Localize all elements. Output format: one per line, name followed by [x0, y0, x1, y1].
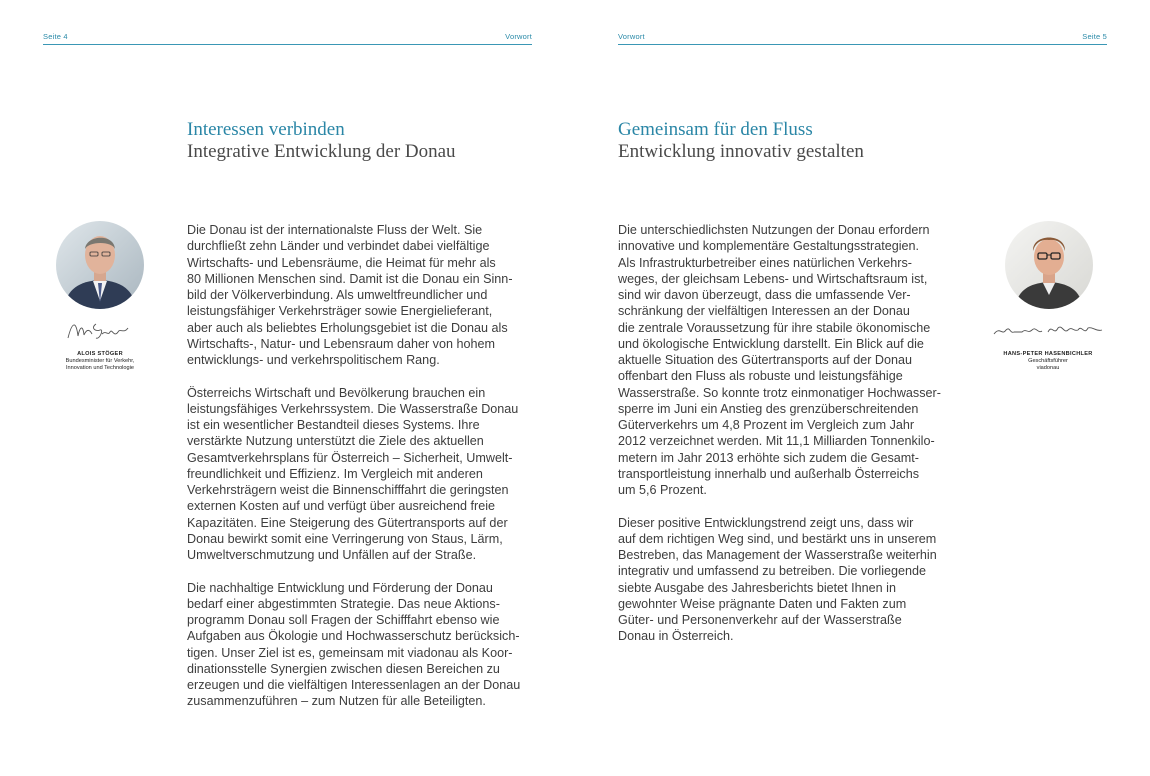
signatory-role-left-2: Innovation und Technologie	[65, 365, 134, 372]
signatory-name-right: HANS-PETER HASENBICHLER	[1003, 351, 1093, 357]
paragraph: Die Donau ist der internationalste Fluss der Welt. Sie durchfließt zehn Länder und verbindet dabei vielfältige Wirtschafts- und Lebensräume, die Heimat für mehr als 80 Millionen Menschen sind. Damit ist die Donau ein Sinn- bild der Völkerverbindung. Als umweltfreundlicher und leistungsfähiger Verkehrsträger sowie Energielieferant, aber auch als beliebtes Erholungsgebiet ist die Donau als Wirtschafts-, Natur- und Lebensraum daher von hohem entwicklungs- und verkehrspolitischem Rang.	[187, 223, 513, 367]
signatory-caption-left	[50, 351, 150, 373]
subheading-right: Entwicklung innovativ gestalten	[618, 141, 864, 162]
heading-right: Gemeinsam für den Fluss	[618, 119, 813, 140]
heading-left: Interessen verbinden	[187, 119, 345, 140]
header-rule-left	[43, 44, 532, 45]
signatory-role-right-1: Geschäftsführer	[1028, 358, 1068, 365]
page-number-left: Seite 4	[43, 32, 68, 41]
section-label-right: Vorwort	[618, 32, 645, 41]
signature-hasenbichler	[992, 320, 1104, 345]
subheading-left: Integrative Entwicklung der Donau	[187, 141, 456, 162]
paragraph: Dieser positive Entwicklungstrend zeigt uns, dass wir auf dem richtigen Weg sind, und bestärkt uns in unserem Bestreben, das Management der Wasserstraße weiterhin integrativ und umfassend zu betreiben. Die vorliegende siebte Ausgabe des Jahresberichts bietet Ihnen in gewohnter Weise prägnante Daten und Fakten zum Güter- und Personenverkehr auf der Wasserstraße Donau in Österreich.	[618, 515, 937, 644]
body-text-right	[618, 222, 968, 661]
signatory-name-left: ALOIS STÖGER	[77, 351, 123, 357]
paragraph: Die nachhaltige Entwicklung und Förderung der Donau bedarf einer abgestimmten Strategie. Das neue Aktions- programm Donau soll Fragen der Schifffahrt ebenso wie Aufgaben aus Ökologie und Hochwasserschutz berücksich- tigen. Unser Ziel ist es, gemeinsam mit viadonau als Koor- dinationsstelle Synergien zwischen diesen Bereichen zu erzeugen und die vielfältigen Interessenlagen an der Donau zusammenzuführen – zum Nutzen für alle Beteiligten.	[187, 580, 521, 709]
paragraph: Österreichs Wirtschaft und Bevölkerung brauchen ein leistungsfähiges Verkehrssystem. Die Wasserstraße Donau ist ein wesentlicher Bestandteil dieses Systems. Ihre verstärkte Nutzung unterstützt die Ziele des aktuellen Gesamtverkehrsplans für Österreich – Sicherheit, Umwelt- freundlichkeit und Effizienz. Im Vergleich mit anderen Verkehrsträgern weist die Binnenschifffahrt die geringsten externen Kosten auf und verfügt über ausreichend freie Kapazitäten. Eine Steigerung des Gütertransports auf der Donau bewirkt somit eine Verringerung von Staus, Lärm, Umweltverschmutzung und Unfällen auf der Straße.	[187, 385, 519, 562]
signatory-role-right-2: viadonau	[1036, 365, 1060, 372]
page-number-right: Seite 5	[1082, 32, 1107, 41]
header-rule-right	[618, 44, 1107, 45]
body-text-left	[187, 222, 537, 726]
signature-stoeger	[66, 316, 132, 349]
paragraph: Die unterschiedlichsten Nutzungen der Donau erfordern innovative und komplementäre Gestaltungsstrategien. Als Infrastrukturbetreiber eines natürlichen Verkehrs- weges, der gleichsam Lebens- und Wirtschaftsraum ist, sind wir davon überzeugt, dass die umfassende Ver- schränkung der vielfältigen Interessen an der Donau die zentrale Voraussetzung für ihre stabile ökonomische und ökologische Entwicklung darstellt. Ein Blick auf die aktuelle Situation des Gütertransports auf der Donau offenbart den Fluss als robuste und leistungsfähige Wasserstraße. So konnte trotz einmonatiger Hochwasser- sperre im Juni ein Anstieg des grenzüberschreitenden Güterverkehrs um 4,8 Prozent im Vergleich zum Jahr 2012 verzeichnet werden. Mit 11,1 Milliarden Tonnenkilo- metern im Jahr 2013 erhöhte sich zudem die Gesamt- transportleistung innerhalb und außerhalb Österreichs um 5,6 Prozent.	[618, 223, 941, 497]
signatory-caption-right	[998, 351, 1098, 373]
signatory-role-left-1: Bundesminister für Verkehr,	[65, 358, 135, 365]
section-label-left: Vorwort	[505, 32, 532, 41]
portrait-photo-stoeger	[56, 221, 144, 309]
portrait-photo-hasenbichler	[1005, 221, 1093, 309]
